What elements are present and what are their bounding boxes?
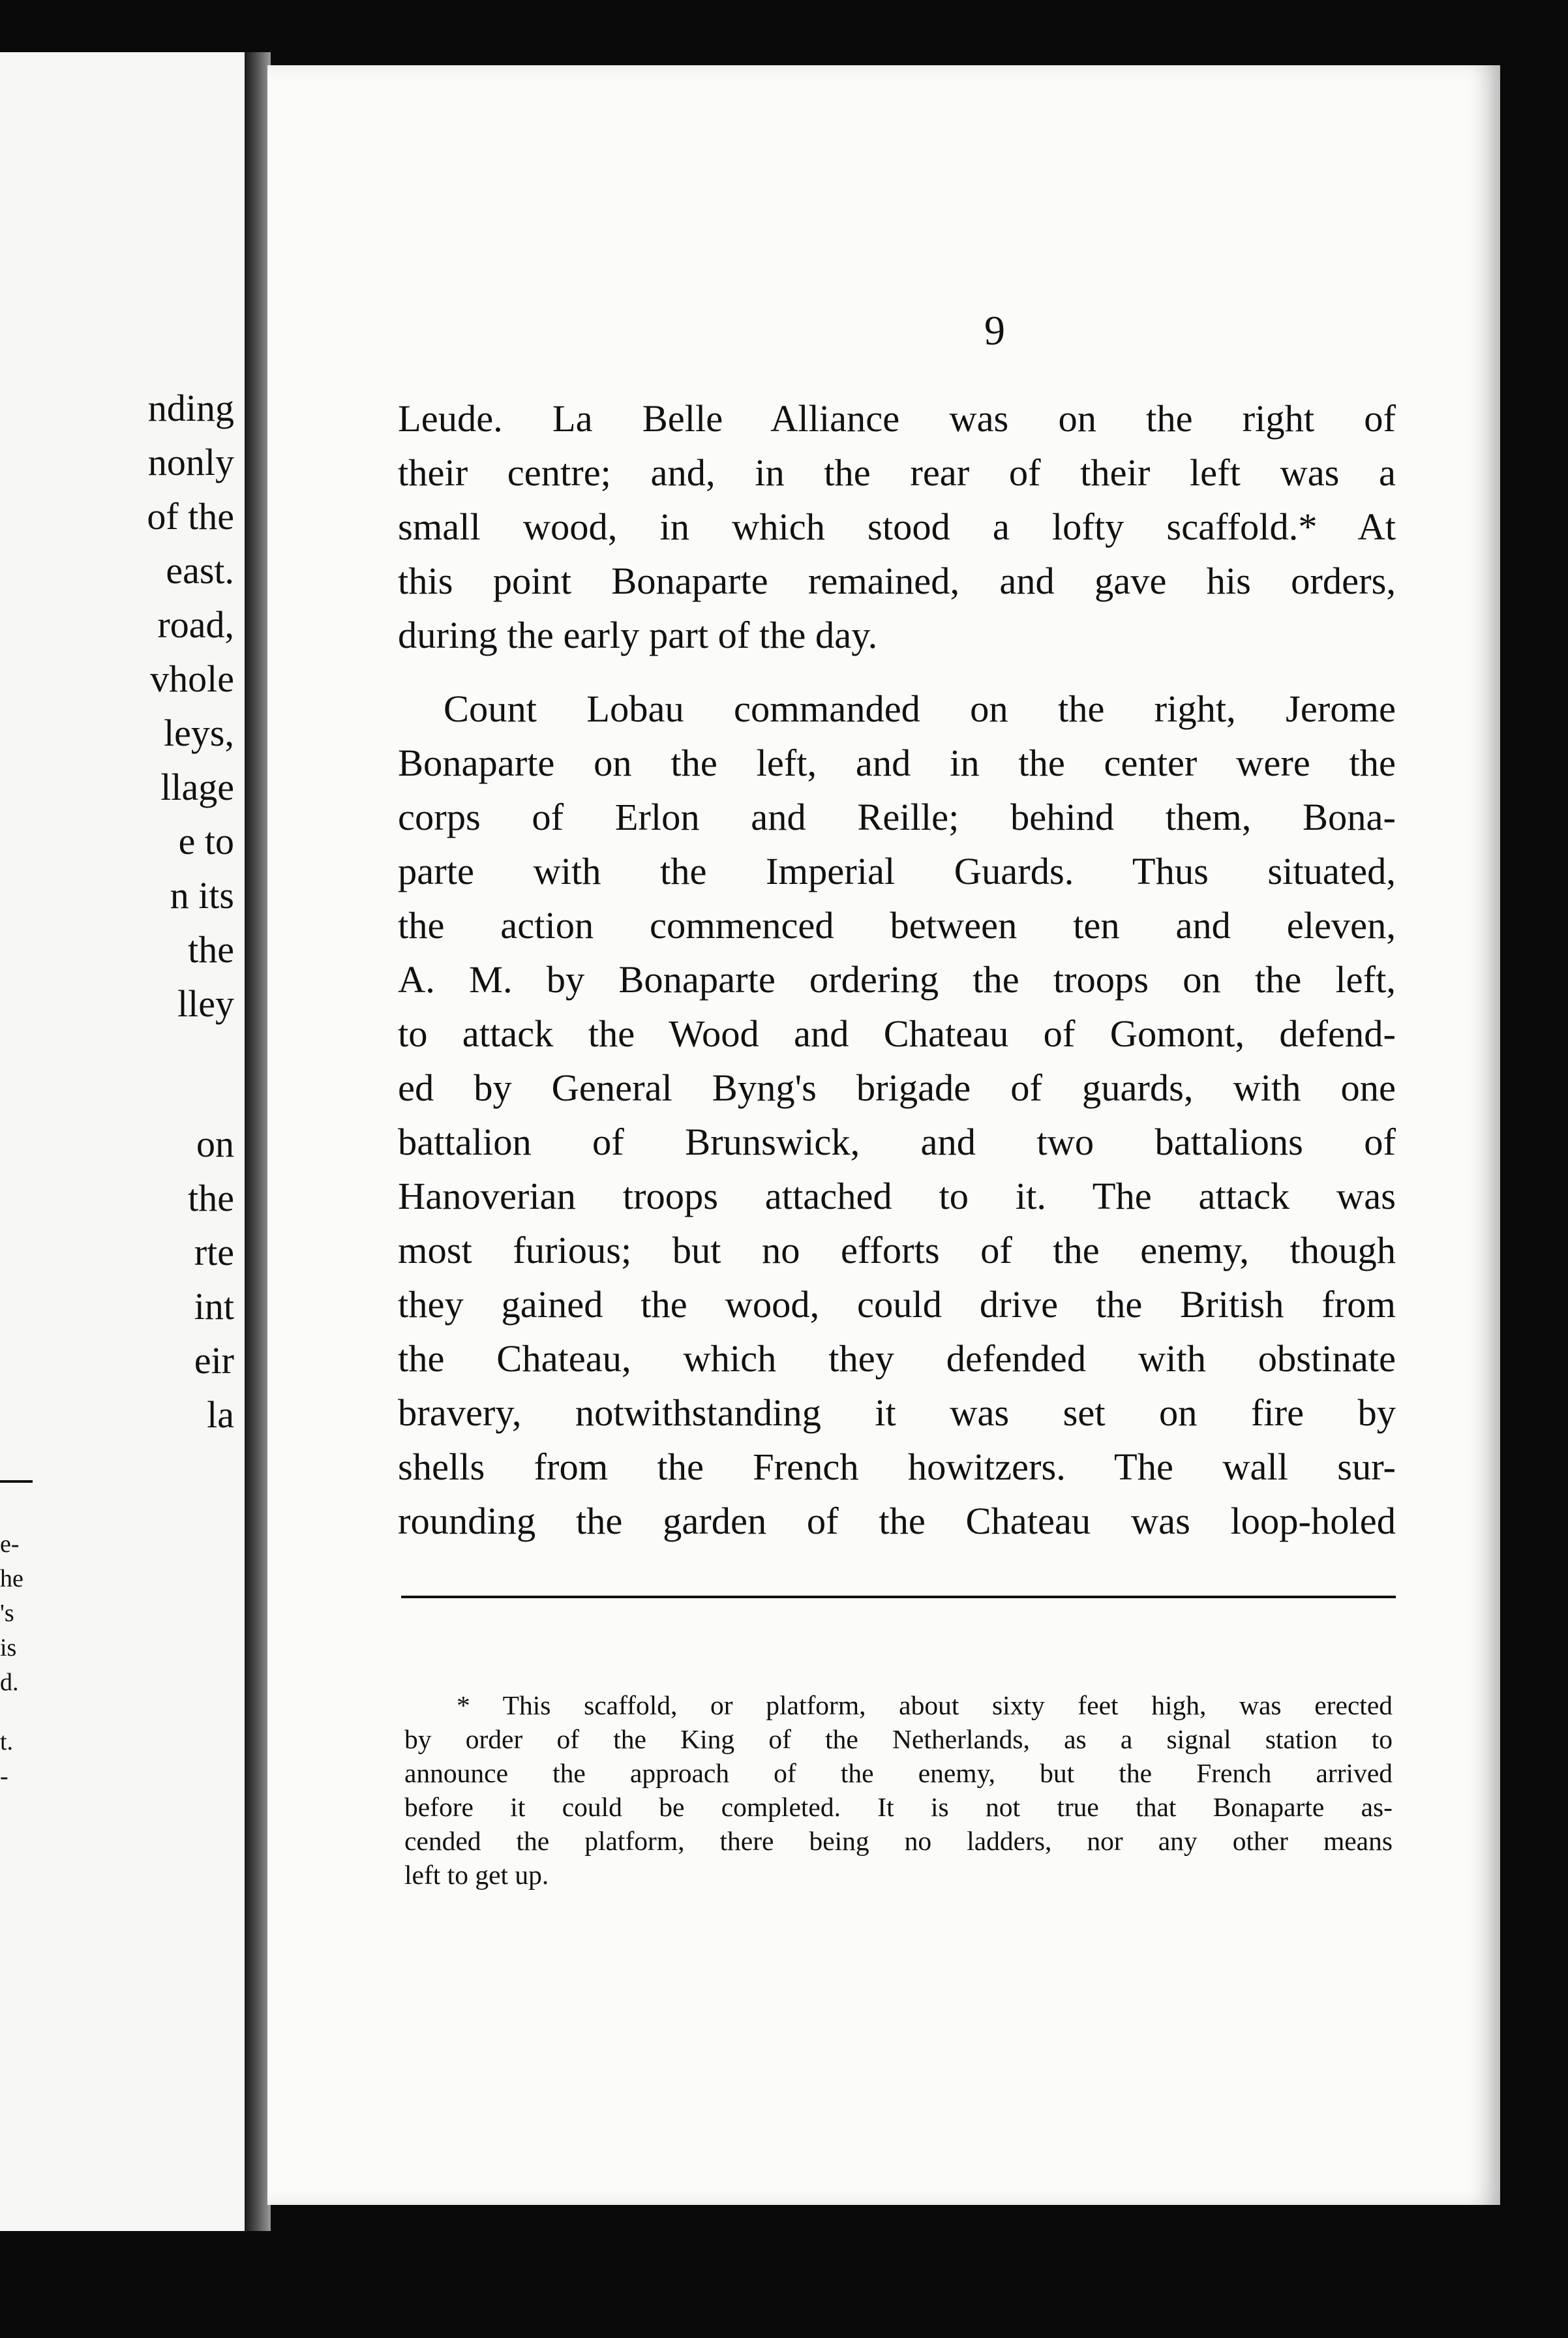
left-page-line: leys,: [164, 712, 234, 754]
paragraph: [398, 391, 1396, 662]
right-page: [267, 65, 1500, 2205]
text-line: small wood, in which stood a lofty scaffold.* At: [398, 506, 1396, 548]
text-line: battalion of Brunswick, and two battalions of: [398, 1121, 1396, 1163]
text-line: bravery, notwithstanding it was set on fire by: [398, 1391, 1396, 1434]
left-page-footnote-rule: [0, 1480, 33, 1483]
text-line: to attack the Wood and Chateau of Gomont, defend-: [398, 1012, 1396, 1055]
footnote: [404, 1688, 1393, 1892]
text-line: Leude. La Belle Alliance was on the right of: [398, 397, 1396, 440]
text-line: ed by General Byng's brigade of guards, with one: [398, 1067, 1396, 1109]
text-line: shells from the French howitzers. The wall sur-: [398, 1446, 1396, 1488]
left-page-line: eir: [194, 1339, 234, 1382]
left-footnote-fragment: he: [0, 1565, 23, 1592]
left-page-line: vhole: [150, 658, 234, 700]
book-gutter: [245, 52, 271, 2231]
left-page-line: nonly: [147, 441, 234, 483]
text-line: rounding the garden of the Chateau was loop-holed: [398, 1500, 1396, 1542]
text-line: corps of Erlon and Reille; behind them, Bona-: [398, 796, 1396, 838]
left-page-line: n its: [170, 874, 234, 917]
left-footnote-fragment: 's: [0, 1600, 14, 1627]
left-page-line: the: [188, 928, 234, 971]
text-line: Count Lobau commanded on the right, Jerome: [444, 688, 1396, 730]
footnote-line: announce the approach of the enemy, but the French arrived: [404, 1758, 1393, 1788]
left-footnote-fragment: is: [0, 1634, 17, 1662]
footnote-line: cended the platform, there being no ladders, nor any other means: [404, 1826, 1393, 1856]
left-footnote-fragment: d.: [0, 1669, 19, 1696]
footnote-line: * This scaffold, or platform, about sixty feet high, was erected: [457, 1690, 1393, 1720]
left-footnote-fragment: t.: [0, 1728, 14, 1755]
left-page-line: road,: [157, 603, 234, 646]
left-page-line: la: [207, 1393, 234, 1436]
text-line: A. M. by Bonaparte ordering the troops on the left,: [398, 958, 1396, 1001]
text-line: parte with the Imperial Guards. Thus situated,: [398, 850, 1396, 892]
footnote-rule: [401, 1596, 1396, 1598]
text-line: most furious; but no efforts of the enemy, though: [398, 1229, 1396, 1271]
left-page-line: nding: [147, 387, 234, 429]
footnote-line: by order of the King of the Netherlands, as a signal station to: [404, 1724, 1393, 1754]
page-number: 9: [984, 307, 1005, 354]
text-line: their centre; and, in the rear of their left was a: [398, 451, 1396, 494]
text-line: the action commenced between ten and eleven,: [398, 904, 1396, 947]
left-page-line: rte: [194, 1231, 234, 1273]
text-line: during the early part of the day.: [398, 614, 878, 656]
text-line: Bonaparte on the left, and in the center were the: [398, 742, 1396, 784]
text-line: Hanoverian troops attached to it. The attack was: [398, 1175, 1396, 1217]
text-line: this point Bonaparte remained, and gave his orders,: [398, 560, 1396, 602]
text-line: they gained the wood, could drive the British from: [398, 1283, 1396, 1326]
body-text: [398, 391, 1396, 1548]
left-page-line: int: [194, 1285, 234, 1328]
footnote-line: before it could be completed. It is not true that Bonaparte as-: [404, 1792, 1393, 1822]
left-footnote-fragment: -: [0, 1763, 8, 1790]
text-line: the Chateau, which they defended with obstinate: [398, 1337, 1396, 1380]
left-page-line: llage: [160, 766, 234, 808]
paragraph: [398, 682, 1396, 1548]
left-page-line: the: [188, 1177, 234, 1219]
left-page-line: east.: [166, 549, 234, 592]
left-page-line: of the: [147, 495, 234, 538]
left-footnote-fragment: e-: [0, 1530, 20, 1558]
left-page-fragment: [0, 52, 249, 2231]
left-page-line: e to: [178, 820, 234, 862]
footnote-line: left to get up.: [404, 1860, 549, 1890]
left-page-line: on: [196, 1123, 234, 1165]
left-page-line: lley: [177, 982, 234, 1025]
